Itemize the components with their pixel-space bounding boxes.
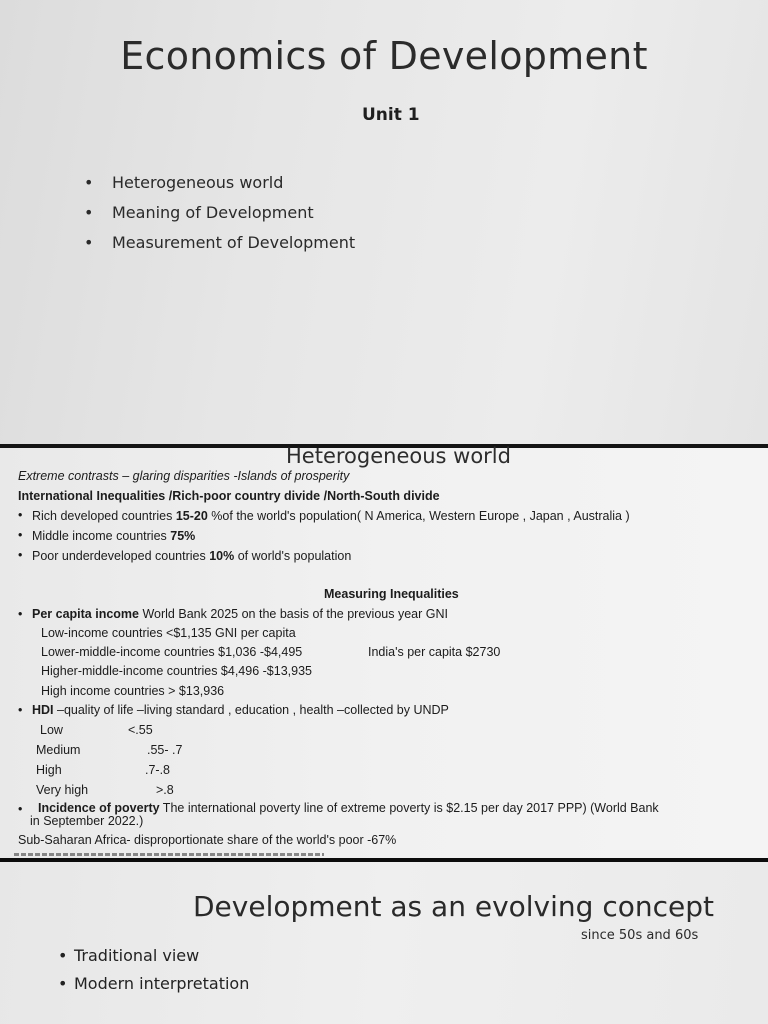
high-income-line: High income countries > $13,936 (41, 684, 225, 698)
hdi-line (32, 703, 449, 717)
topic-list (84, 168, 355, 258)
subsaharan-line: Sub-Saharan Africa- disproportionate share of the world's poor -67% (18, 833, 397, 847)
hdi-row-label: Medium (36, 743, 81, 757)
hdi-detail: –quality of life –living standard , education , health –collected by UNDP (53, 703, 449, 717)
list-item (84, 168, 355, 198)
poor-countries-line (32, 549, 351, 563)
india-per-capita: India's per capita $2730 (368, 645, 501, 659)
per-capita-label: Per capita income (32, 607, 139, 621)
slide-evolving-concept (0, 862, 768, 1024)
rich-countries-line (32, 509, 630, 523)
poverty-label: Incidence of poverty (38, 801, 160, 815)
hdi-row-value: <.55 (128, 723, 153, 737)
poverty-wrap-line: in September 2022.) (30, 814, 144, 828)
bullet-icon: • (18, 802, 23, 816)
bullet-icon: • (18, 703, 23, 717)
poverty-line (38, 801, 659, 815)
list-item (58, 970, 249, 998)
bullet-icon: • (18, 548, 23, 562)
list-item-label: Heterogeneous world (112, 173, 284, 192)
contrasts-line: Extreme contrasts – glaring disparities -Islands of prosperity (18, 469, 350, 483)
poor-share: 10% (209, 549, 235, 563)
list-item-label: Meaning of Development (112, 203, 314, 222)
list-item (84, 198, 355, 228)
higher-middle-line: Higher-middle-income countries $4,496 -$13,935 (41, 664, 312, 678)
bullet-icon: • (18, 607, 23, 621)
low-income-line: Low-income countries <$1,135 GNI per capita (41, 626, 296, 640)
slide-title: Heterogeneous world (286, 444, 511, 468)
hdi-row-value: .55- .7 (147, 743, 183, 757)
lower-middle-line: Lower-middle-income countries $1,036 -$4,495 (41, 645, 303, 659)
bullet-icon: • (84, 173, 94, 192)
hdi-row-label: Very high (36, 783, 89, 797)
hdi-label: HDI (32, 703, 54, 717)
rich-label: Rich developed countries (32, 509, 176, 523)
list-item-label: Measurement of Development (112, 233, 356, 252)
rich-detail: %of the world's population( N America, Western Europe , Japan , Australia ) (207, 509, 630, 523)
middle-share: 75% (170, 529, 196, 543)
poor-detail: of world's population (234, 549, 352, 563)
bullet-icon: • (58, 946, 68, 965)
list-item (84, 228, 355, 258)
bullet-icon: • (84, 203, 94, 222)
middle-label: Middle income countries (32, 529, 171, 543)
slide-heterogeneous-world (0, 444, 768, 858)
slide-title: Economics of Development (120, 34, 648, 78)
inequalities-line: International Inequalities /Rich-poor country divide /North-South divide (18, 489, 440, 503)
slide-title: Development as an evolving concept (193, 890, 714, 923)
hdi-row-label: High (36, 763, 62, 777)
bullet-icon: • (18, 528, 23, 542)
measuring-heading: Measuring Inequalities (324, 587, 459, 601)
list-item-label: Traditional view (74, 946, 200, 965)
list-item-label: Modern interpretation (74, 974, 250, 993)
middle-countries-line (32, 529, 195, 543)
since-note: since 50s and 60s (581, 928, 699, 943)
hdi-row-label: Low (40, 723, 63, 737)
cut-off-text (14, 853, 324, 856)
bullet-icon: • (58, 974, 68, 993)
bullet-icon: • (84, 233, 94, 252)
poor-label: Poor underdeveloped countries (32, 549, 210, 563)
rich-share: 15-20 (175, 509, 208, 523)
list-item (58, 942, 249, 970)
per-capita-detail: World Bank 2025 on the basis of the previous year GNI (139, 607, 448, 621)
view-list (58, 942, 249, 998)
hdi-row-value: >.8 (156, 783, 174, 797)
bullet-icon: • (18, 508, 23, 522)
hdi-row-value: .7-.8 (145, 763, 171, 777)
poverty-detail: The international poverty line of extreme poverty is $2.15 per day 2017 PPP) (World Bank (159, 801, 659, 815)
slide-unit-1 (0, 0, 768, 444)
per-capita-line (32, 607, 448, 621)
slide-subtitle: Unit 1 (362, 105, 420, 125)
